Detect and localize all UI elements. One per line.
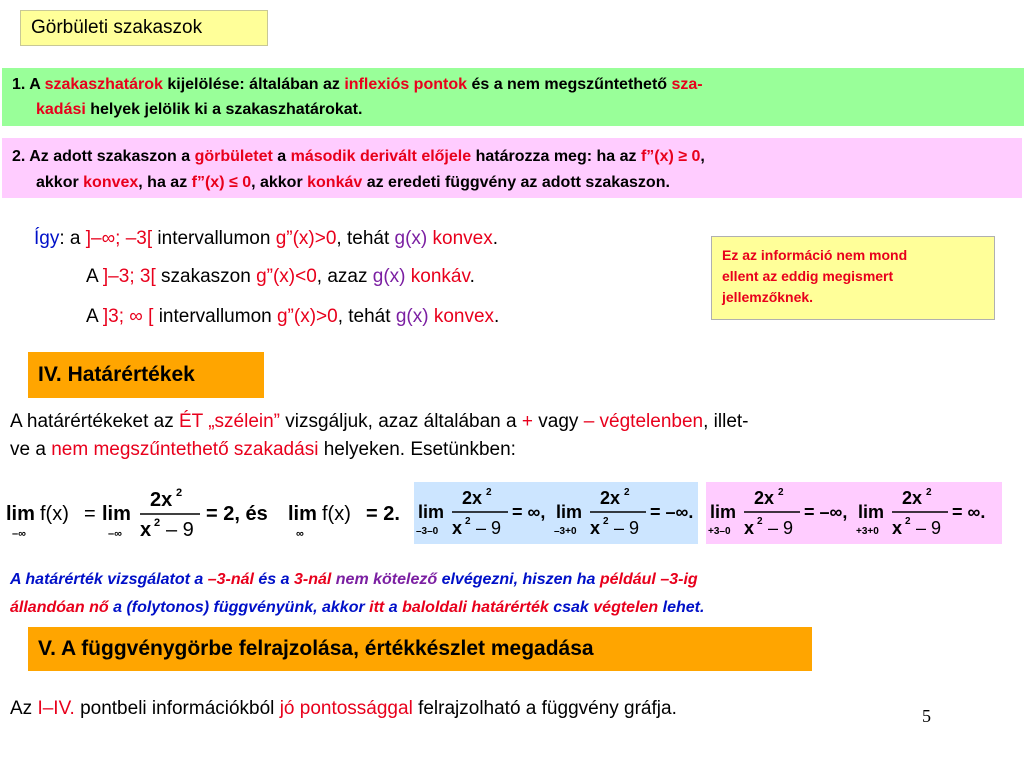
- den-exp: 2: [757, 516, 763, 527]
- text: , tehát: [337, 306, 396, 327]
- num-exp: 2: [486, 487, 492, 498]
- den-exp: 2: [154, 517, 161, 529]
- note-line: jellemzőknek.: [722, 289, 814, 305]
- result-1: = 2, és: [206, 503, 268, 525]
- lim-1: lim: [6, 503, 35, 525]
- function: g(x): [394, 228, 428, 249]
- result: konkáv: [410, 266, 470, 287]
- highlight: I–IV.: [37, 698, 75, 719]
- result-2: = –∞.: [650, 502, 694, 522]
- numerator: 2x: [754, 488, 775, 508]
- lim-2-sub: –3+0: [554, 526, 577, 537]
- text: vagy: [533, 411, 584, 432]
- final-sentence: [10, 698, 677, 720]
- den-x: x: [744, 518, 755, 538]
- den-x: x: [590, 518, 601, 538]
- highlight: konvex: [83, 174, 139, 191]
- den-rest: – 9: [768, 518, 794, 538]
- highlight: például –3-ig: [599, 571, 698, 588]
- section-5-heading: V. A függvénygörbe felrajzolása, értékkészlet megadása: [28, 627, 812, 671]
- den-exp: 2: [603, 516, 609, 527]
- den-exp: 2: [465, 516, 471, 527]
- text: , tehát: [336, 228, 395, 249]
- text: a: [272, 148, 291, 165]
- function: g(x): [395, 306, 429, 327]
- point-2-box: [2, 138, 1022, 198]
- remark-line-1: [10, 566, 1015, 594]
- interval-row-3: [86, 306, 499, 328]
- lim-3-sub: ∞: [296, 528, 304, 540]
- highlight: f”(x) ≤ 0: [191, 174, 252, 191]
- highlight: második derivált előjele: [290, 148, 472, 165]
- interval: ]–3; 3[: [102, 266, 156, 287]
- den-x: x: [452, 518, 463, 538]
- highlight: végtelen: [593, 599, 659, 616]
- text: .: [492, 228, 499, 249]
- text: 1. A: [12, 76, 45, 93]
- text: : a: [59, 228, 86, 249]
- section-4-heading: IV. Határértékek: [28, 352, 264, 398]
- text: A: [86, 306, 103, 327]
- text: Így: [34, 228, 60, 249]
- info-note: [711, 236, 995, 320]
- highlight: f”(x) ≥ 0: [640, 148, 701, 165]
- highlight: szakaszhatárok: [44, 76, 163, 93]
- function: g(x): [372, 266, 406, 287]
- lim-2: lim: [858, 502, 885, 522]
- note-line: ellent az eddig megismert: [722, 268, 894, 284]
- den-x: x: [892, 518, 903, 538]
- text: , azaz: [316, 266, 373, 287]
- formula-infinity: [2, 482, 410, 544]
- text: 2. Az adott szakaszon a: [12, 148, 195, 165]
- text: helyek jelölik ki a szakaszhatárokat.: [85, 101, 363, 118]
- remark-line-2: [10, 594, 1015, 622]
- text: az eredeti függvény az adott szakaszon.: [362, 174, 670, 191]
- text: , ha az: [138, 174, 192, 191]
- den-exp: 2: [905, 516, 911, 527]
- text: , akkor: [251, 174, 308, 191]
- text: helyeken. Esetünkben:: [318, 439, 516, 460]
- highlight: sza-: [671, 76, 703, 93]
- highlight: baloldali határérték: [402, 599, 549, 616]
- condition: g”(x)>0: [276, 306, 338, 327]
- fx-1: f(x): [40, 503, 69, 525]
- numerator: 2x: [462, 488, 483, 508]
- lim-1-sub: –3–0: [416, 526, 439, 537]
- text: a (folytonos) függvényünk, akkor: [108, 599, 370, 616]
- highlight: –3-nál: [207, 571, 254, 588]
- eq-sign: =: [84, 503, 96, 525]
- text: .: [469, 266, 475, 287]
- lim-2-sub: –∞: [108, 528, 122, 540]
- text: csak: [548, 599, 594, 616]
- interval: ]–∞; –3[: [85, 228, 153, 249]
- condition: g”(x)<0: [256, 266, 317, 287]
- text: A: [86, 266, 103, 287]
- text: vizsgáljuk, azaz általában a: [280, 411, 522, 432]
- result-2: = 2.: [366, 503, 400, 525]
- num-exp: 2: [778, 487, 784, 498]
- result-1: = –∞,: [804, 502, 848, 522]
- lim-1: lim: [418, 502, 445, 522]
- numerator: 2x: [150, 489, 173, 511]
- text: szakaszon: [155, 266, 257, 287]
- den-x: x: [140, 519, 152, 541]
- highlight: – végtelenben: [583, 411, 704, 432]
- limits-paragraph: [10, 408, 1010, 464]
- lim-1: lim: [710, 502, 737, 522]
- text: és a: [253, 571, 294, 588]
- highlight: nem kötelező: [331, 571, 438, 588]
- text: A határérték vizsgálatot a: [10, 571, 208, 588]
- interval: ]3; ∞ [: [102, 306, 154, 327]
- highlight: görbületet: [194, 148, 273, 165]
- den-rest: – 9: [614, 518, 640, 538]
- point-2-line-1: [12, 144, 1022, 170]
- text: ve a: [10, 439, 52, 460]
- highlight: állandóan nő: [10, 599, 109, 616]
- remark-paragraph: [10, 566, 1015, 622]
- fx-2: f(x): [322, 503, 351, 525]
- num-exp: 2: [926, 487, 932, 498]
- lim-1-sub: –∞: [12, 528, 26, 540]
- num-exp: 2: [176, 487, 183, 499]
- text: elvégezni, hiszen ha: [437, 571, 600, 588]
- numerator: 2x: [600, 488, 621, 508]
- formula-minus3: [414, 482, 698, 544]
- text: intervallumon: [153, 306, 277, 327]
- text: akkor: [36, 174, 84, 191]
- text: pontbeli információkból: [74, 698, 280, 719]
- text: kijelölése: általában az: [162, 76, 345, 93]
- den-rest: – 9: [916, 518, 942, 538]
- slide-title: Görbületi szakaszok: [20, 10, 268, 46]
- text: , illet-: [703, 411, 749, 432]
- lim-1-sub: +3–0: [708, 526, 731, 537]
- highlight: konkáv: [307, 174, 363, 191]
- highlight: ÉT „szélein”: [179, 411, 281, 432]
- text: felrajzolható a függvény gráfja.: [412, 698, 677, 719]
- num-exp: 2: [624, 487, 630, 498]
- result: konvex: [432, 228, 493, 249]
- interval-row-2: [86, 266, 475, 288]
- page-number: 5: [922, 706, 931, 726]
- text: lehet.: [658, 599, 705, 616]
- point-2-line-2: [12, 170, 1022, 196]
- para-line-2: [10, 436, 1010, 464]
- highlight: kadási: [36, 101, 86, 118]
- lim-3: lim: [288, 503, 317, 525]
- formula-box-infinity: [2, 482, 410, 544]
- condition: g”(x)>0: [275, 228, 337, 249]
- result: konvex: [433, 306, 495, 327]
- lim-2-sub: +3+0: [856, 526, 879, 537]
- highlight: nem megszűntethető szakadási: [51, 439, 319, 460]
- text: a: [384, 599, 403, 616]
- text: .: [494, 306, 500, 327]
- point-1-line-2: [12, 97, 1024, 122]
- note-line: Ez az információ nem mond: [722, 247, 908, 263]
- text: intervallumon: [152, 228, 276, 249]
- highlight: jó pontossággal: [279, 698, 413, 719]
- text: Az: [10, 698, 38, 719]
- text: ,: [700, 148, 705, 165]
- den-rest: – 9: [166, 519, 194, 541]
- para-line-1: [10, 408, 1010, 436]
- highlight: 3-nál: [293, 571, 332, 588]
- text: határozza meg: ha az: [471, 148, 641, 165]
- formula-box-plus3: [706, 482, 1002, 544]
- lim-2: lim: [556, 502, 583, 522]
- lim-2: lim: [102, 503, 131, 525]
- point-1-line-1: [12, 72, 1024, 97]
- formula-box-minus3: [414, 482, 698, 544]
- highlight: +: [521, 411, 533, 432]
- formula-plus3: [706, 482, 1002, 544]
- text: és a nem megszűntethető: [467, 76, 672, 93]
- numerator: 2x: [902, 488, 923, 508]
- den-rest: – 9: [476, 518, 502, 538]
- text: A határértékeket az: [10, 411, 179, 432]
- highlight: itt: [369, 599, 385, 616]
- highlight: inflexiós pontok: [344, 76, 467, 93]
- interval-row-1: [34, 228, 498, 250]
- result-2: = ∞.: [952, 502, 986, 522]
- result-1: = ∞,: [512, 502, 546, 522]
- point-1-box: [2, 68, 1024, 126]
